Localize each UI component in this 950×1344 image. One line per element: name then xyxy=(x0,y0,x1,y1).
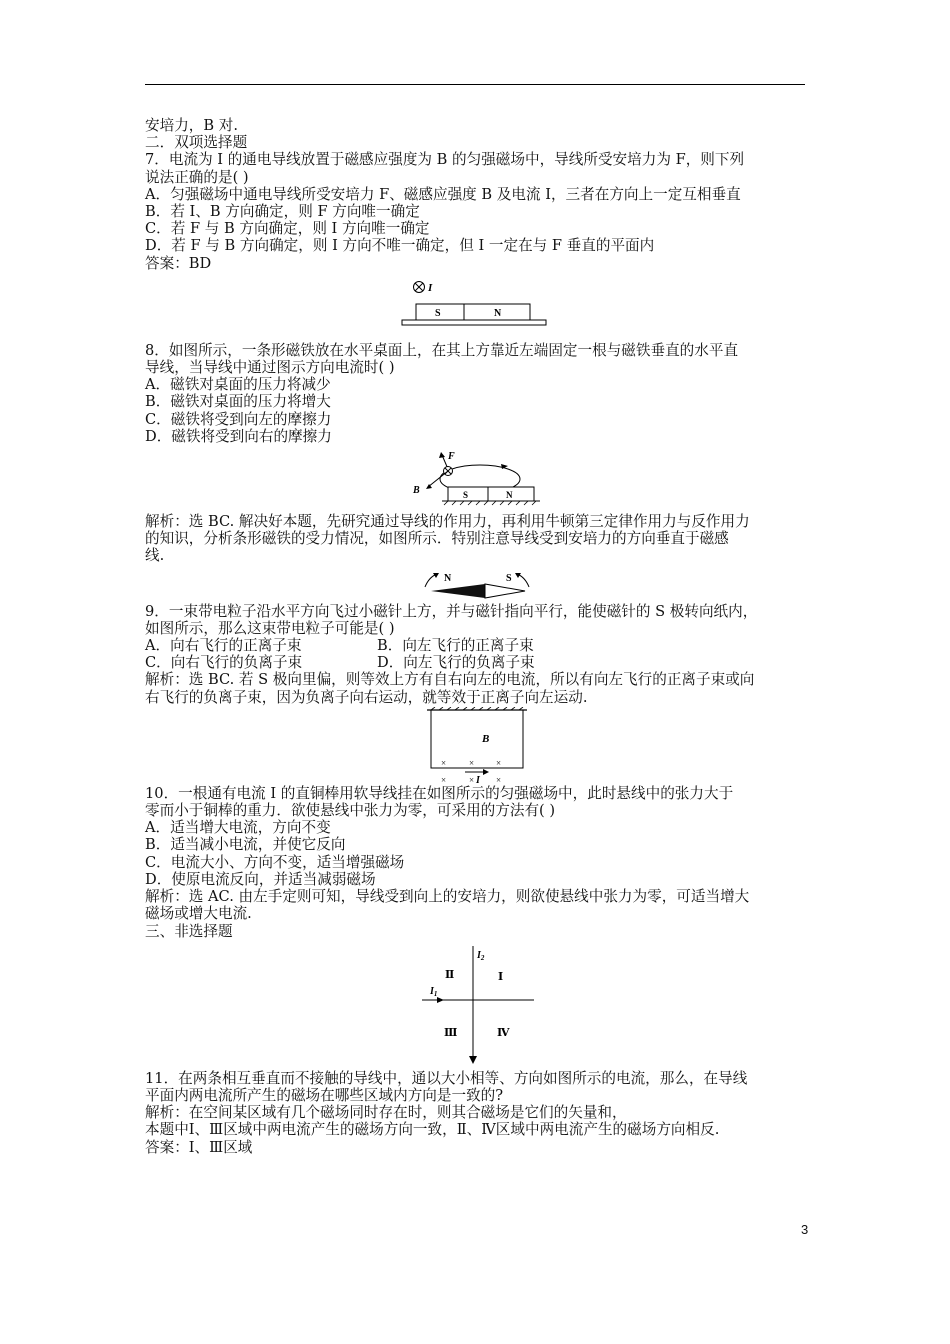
needle-s-end xyxy=(485,584,525,598)
page-number: 3 xyxy=(801,1222,809,1237)
question-7-option: B．若 I、B 方向确定，则 F 方向唯一确定 xyxy=(145,203,420,221)
question-10-option: B．适当减小电流，并使它反向 xyxy=(145,836,346,854)
needle-n-end xyxy=(431,584,485,598)
question-11-analysis: 本题中Ⅰ、Ⅲ区域中两电流产生的磁场方向一致，Ⅱ、Ⅳ区域中两电流产生的磁场方向相反. xyxy=(145,1121,720,1139)
field-b-label: B xyxy=(412,485,420,497)
question-7-answer: 答案：BD xyxy=(145,254,212,272)
page-content xyxy=(145,117,810,1156)
question-8-option: A．磁铁对桌面的压力将减少 xyxy=(145,376,331,394)
n-pole-label: N xyxy=(505,490,512,501)
question-8-stem: 导线，当导线中通过图示方向电流时( ) xyxy=(145,359,395,377)
region-3-label: Ⅲ xyxy=(443,1026,457,1039)
text-block-g xyxy=(145,1070,810,1156)
question-9-stem: 如图所示，那么这束带电粒子可能是( ) xyxy=(145,619,395,637)
figure-compass-needle xyxy=(413,569,543,603)
current-i1-label: $I_1$ xyxy=(429,985,437,998)
field-cross-icon: × xyxy=(495,774,501,785)
question-7-option: A．匀强磁场中通电导线所受安培力 F、磁感应强度 B 及电流 I，三者在方向上一定互相垂直 xyxy=(145,185,741,203)
s-pole-label: S xyxy=(505,572,512,584)
figure-suspended-rod xyxy=(423,707,533,785)
question-10-stem: 10．一根通有电流 I 的直铜棒用软导线挂在如图所示的匀强磁场中，此时悬线中的张力大于 xyxy=(145,784,734,802)
text-block-a xyxy=(145,117,810,272)
section-heading: 三、非选择题 xyxy=(145,922,233,940)
table-top xyxy=(402,320,546,325)
question-11-stem: 11．在两条相互垂直而不接触的导线中，通以大小相等、方向如图所示的电流，那么，在导线 xyxy=(145,1069,748,1087)
figure-force-analysis xyxy=(408,449,548,511)
current-label: I xyxy=(427,281,432,294)
section-heading: 二．双项选择题 xyxy=(145,134,248,152)
question-7-stem: 说法正确的是( ) xyxy=(145,168,249,186)
field-cross-icon: × xyxy=(440,757,446,768)
text-block-f xyxy=(145,785,810,940)
text-line: 安培力，B 对. xyxy=(145,117,238,134)
question-7-option: D．若 F 与 B 方向确定，则 I 方向不唯一确定，但 I 一定在与 F 垂直的平面内 xyxy=(145,237,655,255)
n-pole-label: N xyxy=(493,307,501,319)
current-i-label: I xyxy=(475,774,480,785)
header-rule xyxy=(145,84,805,85)
question-9-stem: 9．一束带电粒子沿水平方向飞过小磁针上方，并与磁针指向平行，能使磁针的 S 极转向纸内， xyxy=(145,602,758,620)
text-block-d xyxy=(145,603,810,706)
question-10-analysis: 解析：选 AC. 由左手定则可知，导线受到向上的安培力，则欲使悬线中张力为零，可适当增大 xyxy=(145,888,750,906)
text-block-b xyxy=(145,342,810,445)
question-10-stem: 零而小于铜棒的重力．欲使悬线中张力为零，可采用的方法有( ) xyxy=(145,802,556,820)
question-9-options-row xyxy=(145,637,810,654)
n-pole-label: N xyxy=(443,572,451,584)
region-1-label: Ⅰ xyxy=(497,970,503,983)
question-11-answer: 答案：Ⅰ、Ⅲ区域 xyxy=(145,1138,253,1156)
question-9-option: C．向右飞行的负离子束 xyxy=(145,654,303,672)
s-pole-label: S xyxy=(434,307,441,319)
question-10-option: D．使原电流反向，并适当减弱磁场 xyxy=(145,870,376,888)
question-8-stem: 8．如图所示，一条形磁铁放在水平桌面上，在其上方靠近左端固定一根与磁铁垂直的水平直 xyxy=(145,341,739,359)
current-i2-label: $I_2$ xyxy=(476,949,484,962)
question-9-options-row xyxy=(145,654,810,671)
question-9-option: B．向左飞行的正离子束 xyxy=(377,637,534,655)
region-2-label: Ⅱ xyxy=(444,968,454,981)
figure-crossed-wires xyxy=(418,944,538,1068)
question-11-analysis: 解析：在空间某区域有几个磁场同时存在时，则其合磁场是它们的矢量和， xyxy=(145,1104,627,1122)
region-4-label: Ⅳ xyxy=(496,1026,509,1039)
field-cross-icon: × xyxy=(468,757,474,768)
question-10-option: C．电流大小、方向不变，适当增强磁场 xyxy=(145,853,405,871)
s-pole-label: S xyxy=(462,490,468,501)
question-8-analysis: 线. xyxy=(145,547,165,565)
question-7-option: C．若 F 与 B 方向确定，则 I 方向唯一确定 xyxy=(145,220,430,238)
question-9-option: D．向左飞行的负离子束 xyxy=(377,654,535,672)
field-cross-icon: × xyxy=(468,774,474,785)
force-f-label: F xyxy=(447,451,455,463)
field-cross-icon: × xyxy=(440,774,446,785)
question-8-analysis: 的知识，分析条形磁铁的受力情况，如图所示．特别注意导线受到安培力的方向垂直于磁感 xyxy=(145,530,729,548)
question-8-option: D．磁铁将受到向右的摩擦力 xyxy=(145,427,332,445)
question-10-analysis: 磁场或增大电流. xyxy=(145,905,252,923)
question-9-option: A．向右飞行的正离子束 xyxy=(145,637,302,655)
question-8-option: C．磁铁将受到向左的摩擦力 xyxy=(145,410,332,428)
question-9-analysis: 右飞行的负离子束，因为负离子向右运动，就等效于正离子向左运动. xyxy=(145,688,588,706)
question-9-analysis: 解析：选 BC. 若 S 极向里偏，则等效上方有自右向左的电流，所以有向左飞行的正离子束或向 xyxy=(145,671,755,689)
field-b-label: B xyxy=(481,732,489,745)
question-10-option: A．适当增大电流，方向不变 xyxy=(145,819,331,837)
field-cross-icon: × xyxy=(495,757,501,768)
question-7-stem: 7．电流为 I 的通电导线放置于磁感应强度为 B 的匀强磁场中，导线所受安培力为 F，则下列 xyxy=(145,151,745,169)
question-8-analysis: 解析：选 BC. 解决好本题，先研究通过导线的作用力，再利用牛顿第三定律作用力与反作用力 xyxy=(145,513,750,531)
question-8-option: B．磁铁对桌面的压力将增大 xyxy=(145,393,331,411)
question-11-stem: 平面内两电流所产生的磁场在哪些区域内方向是一致的? xyxy=(145,1086,504,1104)
text-block-c xyxy=(145,513,810,565)
figure-wire-magnet xyxy=(398,278,558,338)
